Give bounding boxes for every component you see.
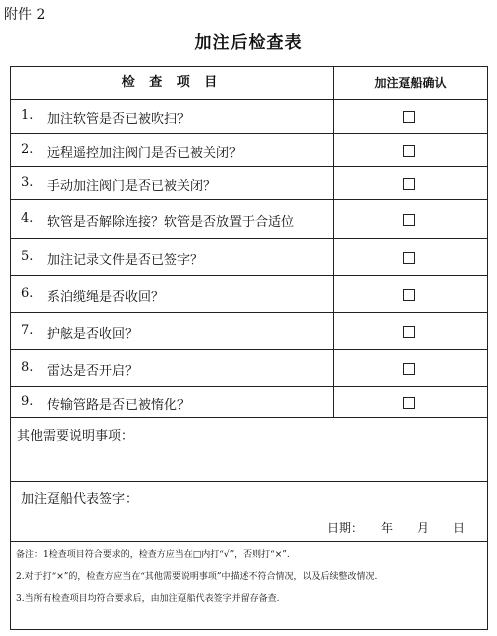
confirm-checkbox[interactable]: [403, 178, 415, 190]
confirm-checkbox[interactable]: [403, 145, 415, 157]
remark-line: 备注：1检查项目符合要求的，检查方应当在□内打“√”，否则打“×”.: [16, 550, 290, 560]
table-row: [11, 387, 487, 418]
signature-label: 加注趸船代表签字：: [21, 492, 139, 507]
table-row: [11, 313, 487, 350]
item-question: 加注软管是否已被吹扫？: [47, 112, 191, 127]
table-header: [11, 67, 487, 100]
table-row: [11, 350, 487, 387]
remark-line: 3.当所有检查项目均符合要求后，由加注趸船代表签字并留存备查.: [16, 594, 280, 604]
header-check-items: 检 查 项 目: [121, 75, 223, 90]
divider: [11, 481, 487, 482]
item-number: 2.: [21, 142, 34, 157]
form-title: 加注后检查表: [194, 33, 303, 53]
item-number: 3.: [21, 175, 34, 190]
other-notes-label: 其他需要说明事项：: [17, 429, 135, 444]
confirm-checkbox[interactable]: [403, 289, 415, 301]
confirm-checkbox[interactable]: [403, 111, 415, 123]
checklist-form: [10, 66, 488, 630]
confirm-checkbox[interactable]: [403, 252, 415, 264]
header-barge-confirmation: 加注趸船确认: [374, 76, 447, 90]
remark-line: 2.对于打“×”的，检查方应当在“其他需要说明事项”中描述不符合情况，以及后续整改情况.: [16, 572, 378, 582]
item-question: 软管是否解除连接？软管是否放置于合适位: [47, 215, 295, 230]
item-number: 5.: [21, 249, 34, 264]
table-row: [11, 99, 487, 134]
table-row: [11, 239, 487, 276]
confirm-checkbox[interactable]: [403, 214, 415, 226]
item-question: 传输管路是否已被惰化？: [47, 398, 191, 413]
column-divider: [333, 67, 334, 417]
table-row: [11, 276, 487, 313]
item-question: 护舷是否收回？: [47, 327, 139, 342]
item-question: 系泊缆绳是否收回？: [47, 290, 165, 305]
item-number: 8.: [21, 360, 34, 375]
item-question: 远程遥控加注阀门是否已被关闭？: [47, 146, 243, 161]
table-row: [11, 134, 487, 167]
item-question: 加注记录文件是否已签字？: [47, 253, 204, 268]
confirm-checkbox[interactable]: [403, 363, 415, 375]
item-number: 6.: [21, 286, 34, 301]
confirm-checkbox[interactable]: [403, 326, 415, 338]
item-number: 1.: [21, 108, 34, 123]
table-row: [11, 200, 487, 239]
item-number: 9.: [21, 394, 34, 409]
item-number: 7.: [21, 323, 34, 338]
table-row: [11, 167, 487, 200]
attachment-label: 附件 2: [4, 7, 46, 23]
item-question: 手动加注阀门是否已被关闭？: [47, 179, 217, 194]
divider: [11, 541, 487, 542]
confirm-checkbox[interactable]: [403, 397, 415, 409]
item-question: 雷达是否开启？: [47, 364, 139, 379]
date-line: 日期： 年 月 日: [327, 521, 466, 535]
item-number: 4.: [21, 211, 34, 226]
